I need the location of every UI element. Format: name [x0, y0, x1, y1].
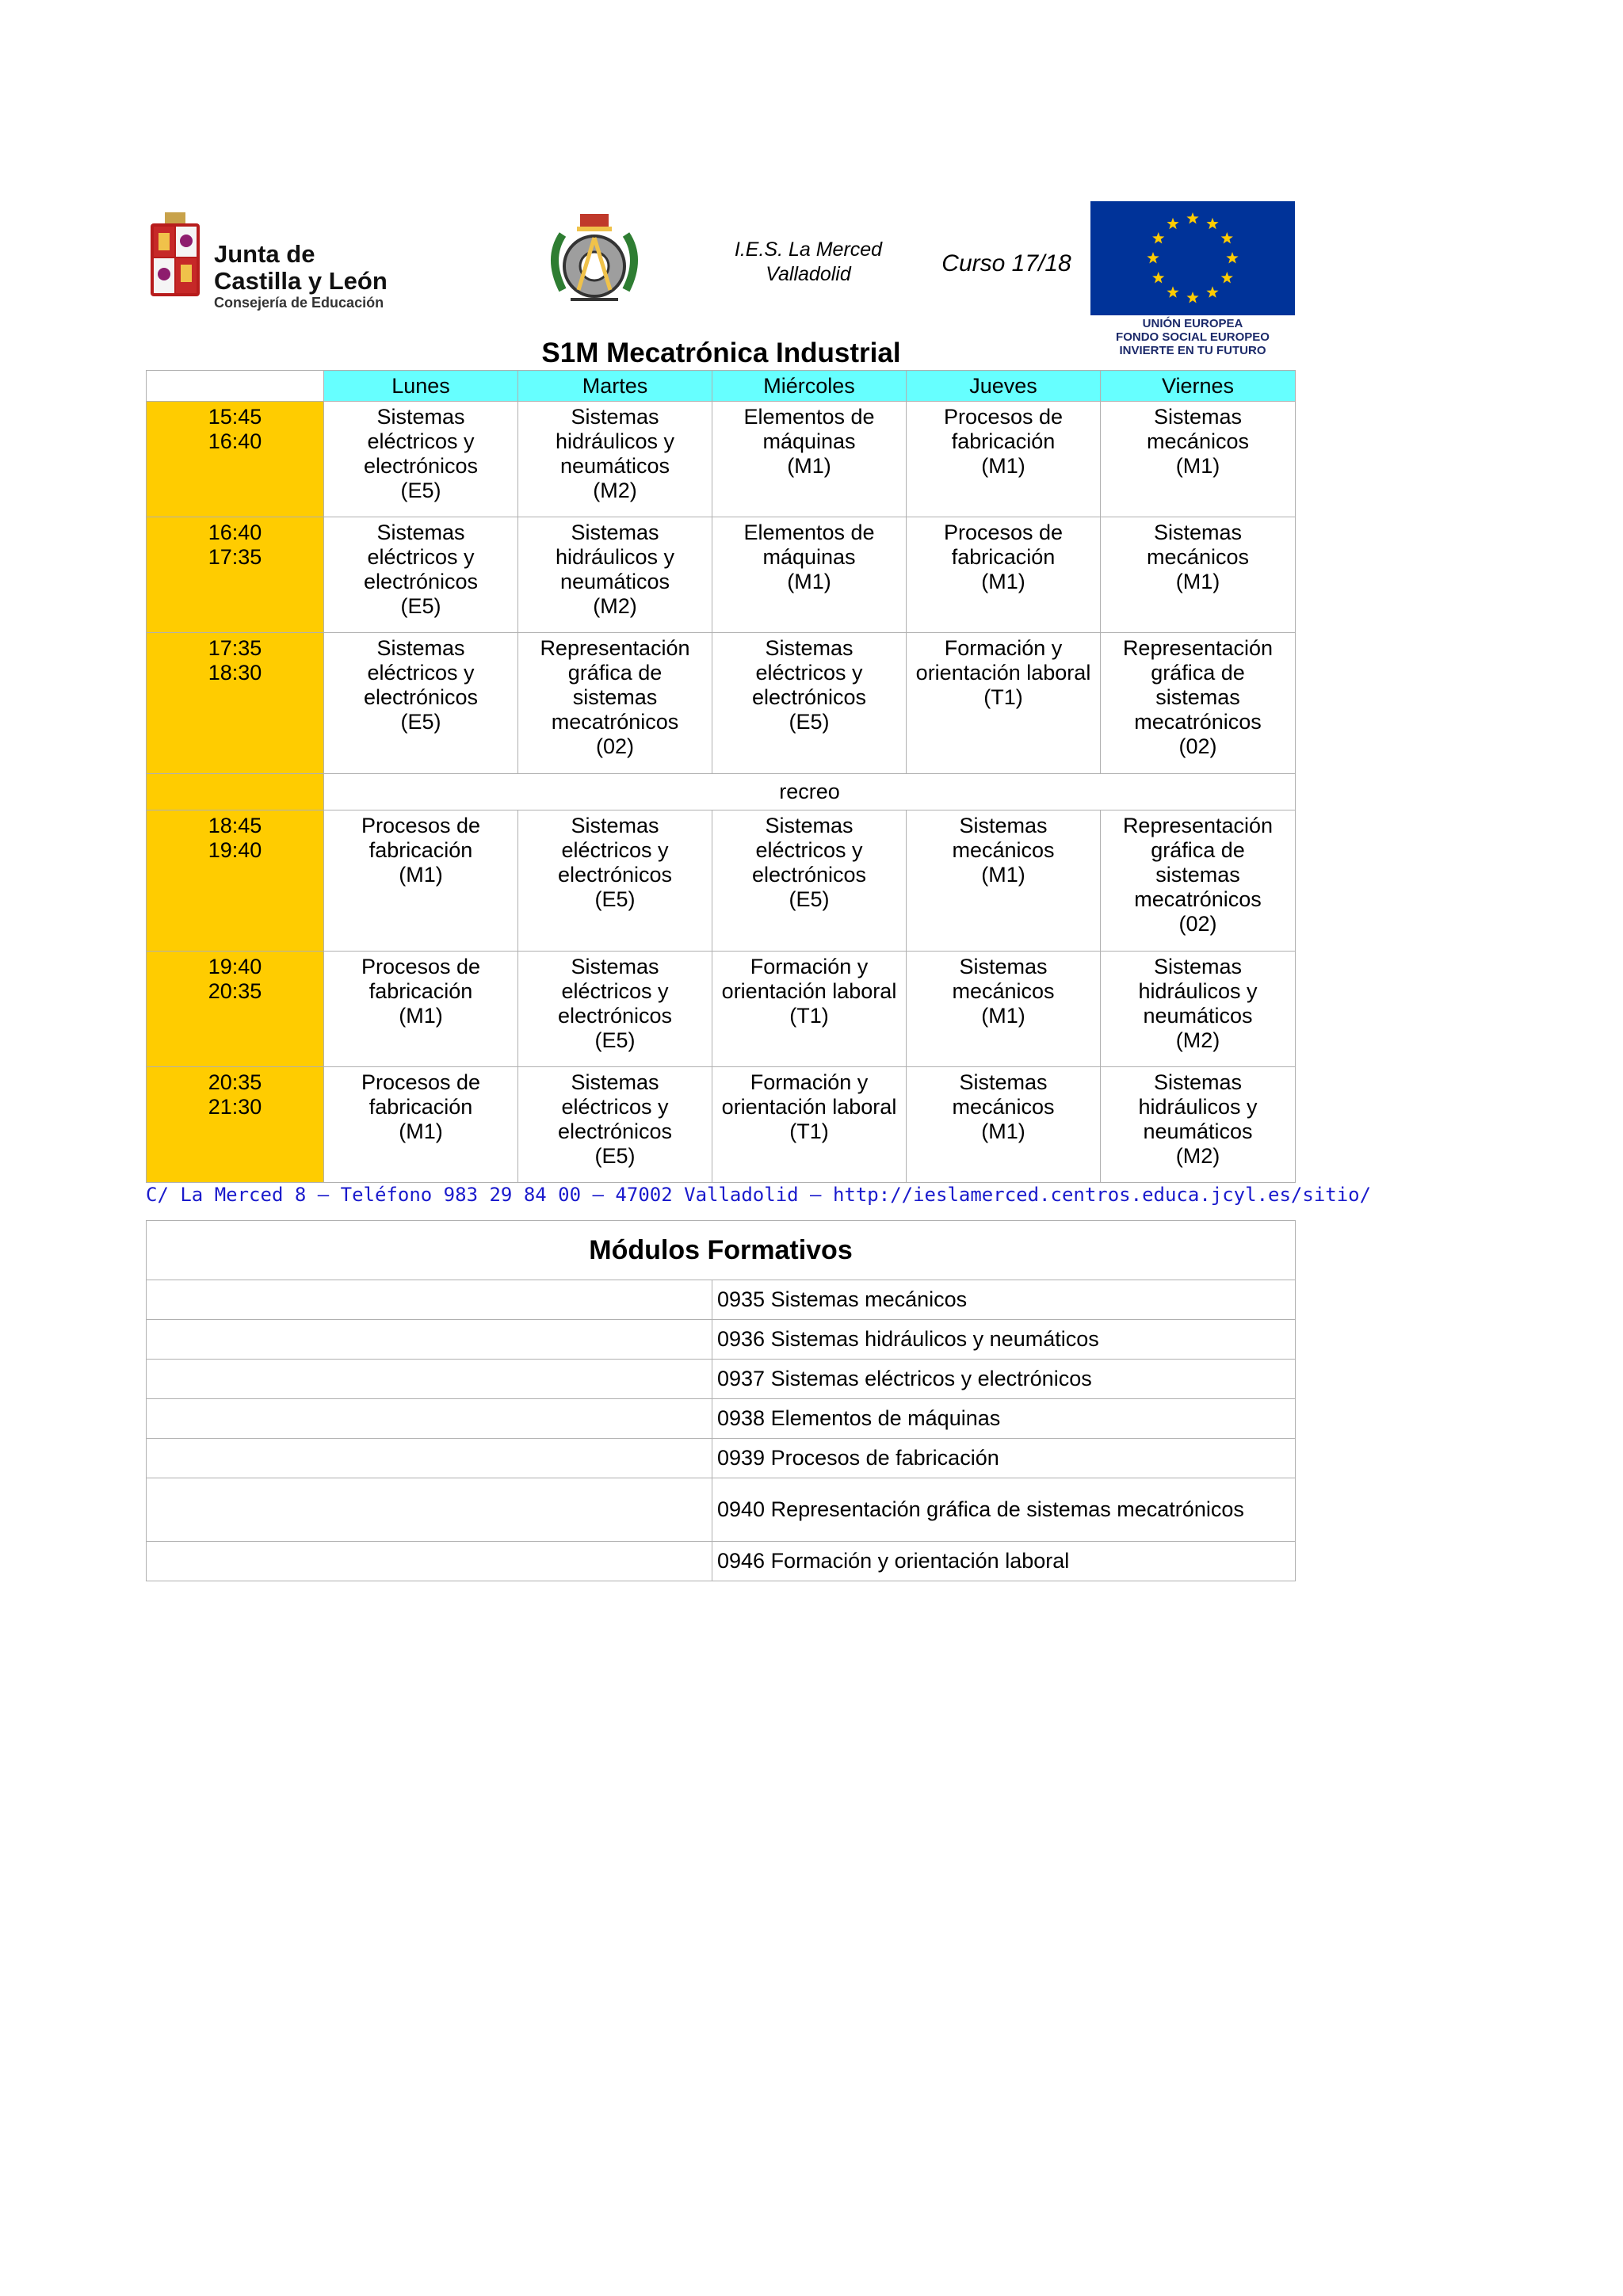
class-cell — [712, 952, 907, 1067]
page-title: S1M Mecatrónica Industrial — [541, 338, 901, 368]
class-cell-line: Procesos de — [361, 1070, 481, 1094]
module-name: 0936 Sistemas hidráulicos y neumáticos — [712, 1320, 1296, 1360]
class-cell — [518, 402, 712, 517]
class-cell-line: (M1) — [981, 863, 1025, 887]
time-slot — [147, 952, 324, 1067]
class-cell-line: Procesos de — [361, 955, 481, 978]
jcyl-name-line1: Junta de — [214, 240, 315, 268]
class-cell-line: Sistemas — [765, 814, 854, 837]
timetable-row — [147, 952, 1296, 1067]
class-cell-line: Sistemas — [1153, 955, 1243, 978]
class-cell-line: Sistemas — [959, 1070, 1048, 1094]
time-slot — [147, 402, 324, 517]
class-cell-line: (E5) — [400, 479, 441, 502]
class-cell-line: (E5) — [594, 1144, 636, 1168]
time-start: 19:40 — [208, 955, 262, 978]
class-cell — [907, 402, 1101, 517]
class-cell-line: (M1) — [787, 570, 831, 593]
module-row — [147, 1542, 1296, 1581]
module-row — [147, 1439, 1296, 1478]
class-cell — [712, 810, 907, 952]
eu-text-line2: FONDO SOCIAL EUROPEO — [1116, 330, 1270, 344]
class-cell-line: eléctricos y — [755, 838, 863, 862]
class-cell-line: Sistemas — [1153, 521, 1243, 544]
class-cell-line: eléctricos y — [561, 838, 669, 862]
module-row — [147, 1399, 1296, 1439]
class-cell-line: máquinas — [762, 545, 856, 569]
timetable — [146, 370, 1296, 1183]
module-name: 0939 Procesos de fabricación — [712, 1439, 1296, 1478]
class-cell — [518, 952, 712, 1067]
class-cell-line: (M1) — [1175, 570, 1220, 593]
module-name: 0946 Formación y orientación laboral — [712, 1542, 1296, 1581]
class-cell-line: (M1) — [981, 454, 1025, 478]
class-cell — [1101, 517, 1296, 633]
class-cell-line: neumáticos — [1143, 1119, 1253, 1143]
class-cell — [1101, 402, 1296, 517]
eu-text-line1: UNIÓN EUROPEA — [1142, 317, 1243, 330]
module-empty-cell — [147, 1360, 712, 1399]
class-cell-line: (02) — [1178, 912, 1217, 936]
class-cell-line: fabricación — [369, 1095, 473, 1119]
class-cell — [907, 633, 1101, 774]
class-cell-line: neumáticos — [1143, 1004, 1253, 1028]
class-cell-line: (M1) — [981, 1119, 1025, 1143]
class-cell-line: hidráulicos y — [1138, 1095, 1258, 1119]
class-cell-line: mecánicos — [1146, 429, 1250, 453]
class-cell — [518, 517, 712, 633]
class-cell-line: eléctricos y — [367, 429, 475, 453]
course-label: Curso 17/18 — [941, 250, 1071, 277]
class-cell-line: (02) — [1178, 734, 1217, 758]
school-name — [697, 238, 919, 287]
class-cell-line: neumáticos — [559, 570, 670, 593]
time-end: 21:30 — [208, 1095, 262, 1119]
class-cell-line: eléctricos y — [367, 545, 475, 569]
header-corner — [147, 371, 324, 402]
module-empty-cell — [147, 1280, 712, 1320]
class-cell-line: (M2) — [593, 479, 637, 502]
time-end: 18:30 — [208, 661, 262, 685]
class-cell-line: Sistemas — [1153, 405, 1243, 429]
class-cell-line: orientación laboral — [721, 1095, 897, 1119]
class-cell-line: Formación y — [750, 955, 869, 978]
class-cell-line: fabricación — [951, 545, 1056, 569]
module-name: 0940 Representación gráfica de sistemas mecatrónicos — [712, 1478, 1296, 1542]
class-cell-line: Sistemas — [376, 521, 465, 544]
class-cell-line: sistemas — [1155, 685, 1240, 709]
class-cell-line: electrónicos — [751, 863, 867, 887]
contact-footer: C/ La Merced 8 – Teléfono 983 29 84 00 – 47002 Valladolid – http://ieslamerced.centros.educa.jcyl.es/sitio/ — [146, 1184, 1372, 1206]
day-header-4: Jueves — [907, 371, 1101, 402]
class-cell-line: Sistemas — [571, 955, 659, 978]
module-empty-cell — [147, 1320, 712, 1360]
class-cell-line: (02) — [595, 734, 634, 758]
class-cell-line: neumáticos — [559, 454, 670, 478]
school-name-line1: I.E.S. La Merced — [734, 238, 883, 261]
time-slot — [147, 1067, 324, 1183]
class-cell-line: hidráulicos y — [555, 429, 675, 453]
class-cell-line: Sistemas — [571, 1070, 659, 1094]
class-cell-line: mecánicos — [952, 838, 1055, 862]
class-cell — [324, 810, 518, 952]
class-cell-line: Sistemas — [1153, 1070, 1243, 1094]
class-cell-line: (M1) — [981, 1004, 1025, 1028]
class-cell — [1101, 633, 1296, 774]
class-cell-line: Sistemas — [959, 955, 1048, 978]
class-cell-line: Formación y — [750, 1070, 869, 1094]
school-crest-icon — [539, 203, 650, 314]
class-cell-line: Sistemas — [959, 814, 1048, 837]
class-cell-line: orientación laboral — [721, 979, 897, 1003]
class-cell-line: sistemas — [1155, 863, 1240, 887]
module-empty-cell — [147, 1542, 712, 1581]
class-cell — [324, 1067, 518, 1183]
class-cell-line: Representación — [1122, 636, 1274, 660]
class-cell-line: Sistemas — [571, 405, 659, 429]
class-cell-line: (M1) — [981, 570, 1025, 593]
class-cell-line: (M2) — [593, 594, 637, 618]
time-end: 19:40 — [208, 838, 262, 862]
class-cell — [1101, 952, 1296, 1067]
eu-text-line3: INVIERTE EN TU FUTURO — [1119, 344, 1266, 357]
class-cell — [324, 517, 518, 633]
module-name: 0935 Sistemas mecánicos — [712, 1280, 1296, 1320]
class-cell — [518, 810, 712, 952]
module-empty-cell — [147, 1478, 712, 1542]
day-header-3: Miércoles — [712, 371, 907, 402]
class-cell-line: Sistemas — [376, 405, 465, 429]
class-cell-line: electrónicos — [557, 863, 673, 887]
class-cell-line: Procesos de — [361, 814, 481, 837]
class-cell-line: (E5) — [594, 887, 636, 911]
class-cell-line: hidráulicos y — [555, 545, 675, 569]
class-cell-line: (E5) — [789, 710, 830, 734]
class-cell-line: Sistemas — [571, 814, 659, 837]
class-cell-line: Representación — [540, 636, 690, 660]
class-cell-line: (M1) — [399, 1004, 443, 1028]
class-cell-line: mecatrónicos — [551, 710, 679, 734]
class-cell-line: (M2) — [1175, 1028, 1220, 1052]
class-cell-line: Procesos de — [943, 521, 1064, 544]
time-start: 20:35 — [208, 1070, 262, 1094]
class-cell-line: mecatrónicos — [1134, 887, 1262, 911]
day-header-1: Lunes — [324, 371, 518, 402]
modules-title-row — [147, 1221, 1296, 1280]
eu-fund-text — [1090, 317, 1295, 357]
castilla-leon-crest-icon — [147, 212, 203, 299]
class-cell-line: (E5) — [400, 594, 441, 618]
class-cell-line: electrónicos — [363, 685, 479, 709]
class-cell-line: electrónicos — [751, 685, 867, 709]
class-cell-line: orientación laboral — [915, 661, 1091, 685]
class-cell-line: eléctricos y — [755, 661, 863, 685]
class-cell-line: eléctricos y — [561, 1095, 669, 1119]
class-cell-line: Elementos de — [743, 405, 875, 429]
class-cell — [907, 952, 1101, 1067]
class-cell-line: (T1) — [983, 685, 1023, 709]
class-cell-line: eléctricos y — [561, 979, 669, 1003]
class-cell-line: Procesos de — [943, 405, 1064, 429]
class-cell — [907, 517, 1101, 633]
class-cell-line: (M2) — [1175, 1144, 1220, 1168]
class-cell-line: gráfica de — [567, 661, 663, 685]
class-cell — [907, 1067, 1101, 1183]
time-start: 18:45 — [208, 814, 262, 837]
class-cell — [1101, 810, 1296, 952]
module-row — [147, 1280, 1296, 1320]
class-cell-line: mecatrónicos — [1134, 710, 1262, 734]
class-cell-line: electrónicos — [363, 454, 479, 478]
class-cell — [712, 1067, 907, 1183]
class-cell-line: (E5) — [789, 887, 830, 911]
class-cell — [712, 633, 907, 774]
time-start: 17:35 — [208, 636, 262, 660]
jcyl-name-line2: Castilla y León — [214, 267, 388, 295]
class-cell — [324, 633, 518, 774]
class-cell — [907, 810, 1101, 952]
class-cell-line: (E5) — [594, 1028, 636, 1052]
eu-flag-icon — [1090, 201, 1295, 315]
modules-title: Módulos Formativos — [147, 1221, 1296, 1280]
class-cell — [324, 952, 518, 1067]
class-cell-line: eléctricos y — [367, 661, 475, 685]
time-end: 17:35 — [208, 545, 262, 569]
class-cell-line: mecánicos — [1146, 545, 1250, 569]
module-name: 0937 Sistemas eléctricos y electrónicos — [712, 1360, 1296, 1399]
time-start: 16:40 — [208, 521, 262, 544]
module-empty-cell — [147, 1399, 712, 1439]
class-cell-line: (M1) — [787, 454, 831, 478]
module-empty-cell — [147, 1439, 712, 1478]
class-cell-line: gráfica de — [1151, 838, 1245, 862]
class-cell — [324, 402, 518, 517]
day-header-5: Viernes — [1101, 371, 1296, 402]
school-name-line2: Valladolid — [766, 263, 851, 285]
timetable-row — [147, 517, 1296, 633]
class-cell-line: electrónicos — [363, 570, 479, 593]
class-cell-line: (M1) — [399, 863, 443, 887]
class-cell-line: electrónicos — [557, 1004, 673, 1028]
class-cell-line: (M1) — [1175, 454, 1220, 478]
class-cell — [712, 402, 907, 517]
class-cell — [518, 633, 712, 774]
class-cell-line: fabricación — [369, 838, 473, 862]
timetable-row — [147, 1067, 1296, 1183]
time-slot — [147, 810, 324, 952]
day-header-2: Martes — [518, 371, 712, 402]
class-cell-line: Sistemas — [571, 521, 659, 544]
timetable-row — [147, 402, 1296, 517]
class-cell-line: mecánicos — [952, 1095, 1055, 1119]
module-row — [147, 1320, 1296, 1360]
module-name: 0938 Elementos de máquinas — [712, 1399, 1296, 1439]
class-cell-line: sistemas — [572, 685, 658, 709]
class-cell-line: Representación — [1122, 814, 1274, 837]
class-cell-line: fabricación — [951, 429, 1056, 453]
class-cell-line: Elementos de — [743, 521, 875, 544]
class-cell-line: mecánicos — [952, 979, 1055, 1003]
class-cell-line: Formación y — [944, 636, 1063, 660]
break-label: recreo — [324, 774, 1296, 810]
time-end: 16:40 — [208, 429, 262, 453]
class-cell-line: Sistemas — [376, 636, 465, 660]
jcyl-subtitle: Consejería de Educación — [214, 295, 384, 311]
time-end: 20:35 — [208, 979, 262, 1003]
timetable-row — [147, 810, 1296, 952]
time-slot — [147, 633, 324, 774]
class-cell-line: gráfica de — [1151, 661, 1245, 685]
timetable-header-row — [147, 371, 1296, 402]
break-row — [147, 774, 1296, 810]
class-cell — [712, 517, 907, 633]
class-cell-line: (T1) — [789, 1004, 829, 1028]
class-cell — [518, 1067, 712, 1183]
class-cell-line: (E5) — [400, 710, 441, 734]
class-cell — [1101, 1067, 1296, 1183]
modules-table — [146, 1220, 1296, 1581]
jcyl-logo — [147, 212, 417, 315]
break-time-cell — [147, 774, 324, 810]
time-start: 15:45 — [208, 405, 262, 429]
timetable-row — [147, 633, 1296, 774]
class-cell-line: máquinas — [762, 429, 856, 453]
class-cell-line: electrónicos — [557, 1119, 673, 1143]
class-cell-line: hidráulicos y — [1138, 979, 1258, 1003]
class-cell-line: fabricación — [369, 979, 473, 1003]
class-cell-line: (T1) — [789, 1119, 829, 1143]
module-row — [147, 1478, 1296, 1542]
class-cell-line: Sistemas — [765, 636, 854, 660]
class-cell-line: (M1) — [399, 1119, 443, 1143]
module-row — [147, 1360, 1296, 1399]
time-slot — [147, 517, 324, 633]
